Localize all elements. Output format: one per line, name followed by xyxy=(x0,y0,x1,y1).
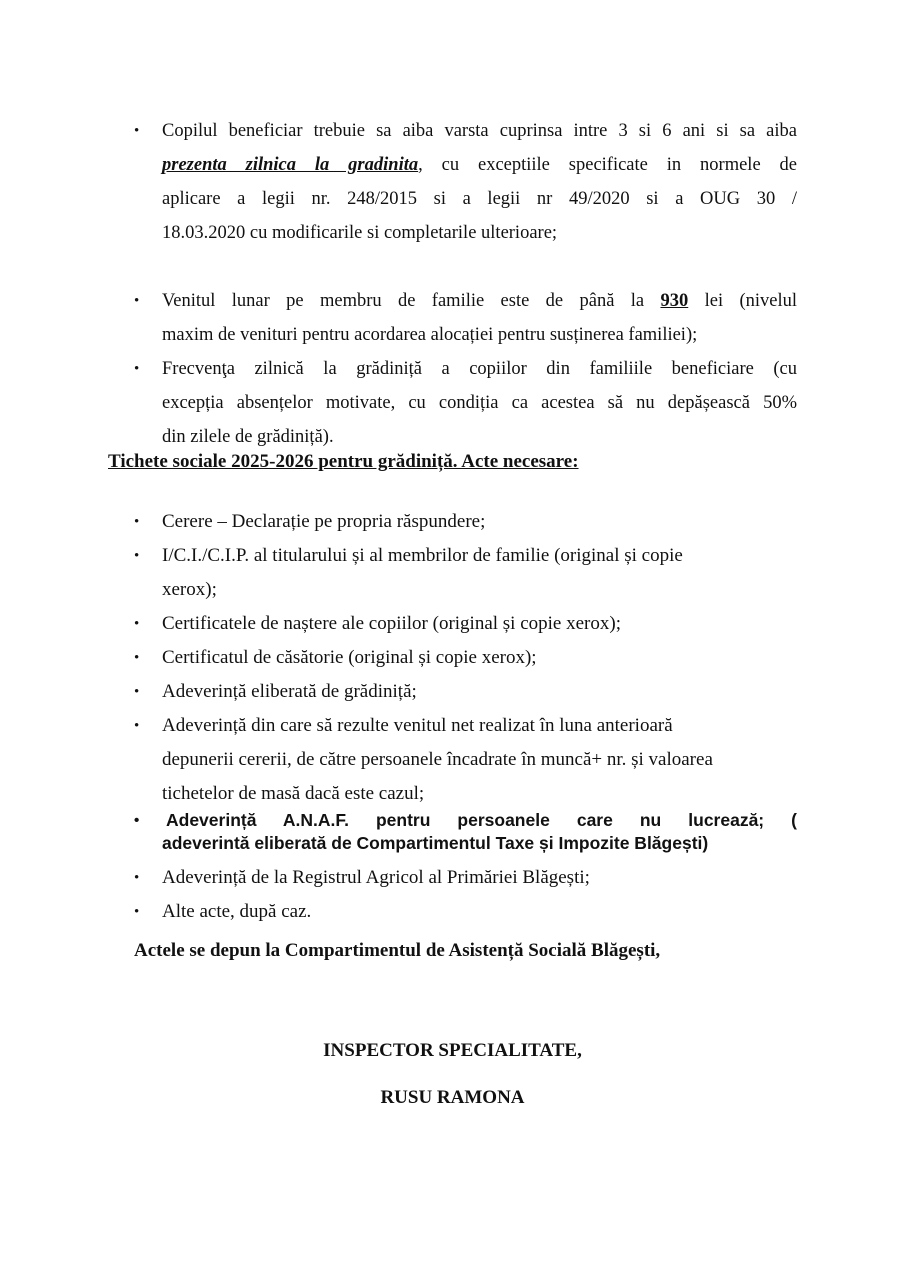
document-text: • Certificatele de naștere ale copiilor (original și copie xerox); xyxy=(162,613,621,634)
document-text: tichetelor de masă dacă este cazul; xyxy=(162,783,425,804)
document-item-kindergarten-certificate xyxy=(0,675,905,709)
document-text: • Adeverință de la Registrul Agricol al Primăriei Blăgești; xyxy=(162,867,590,888)
document-text: • Alte acte, după caz. xyxy=(162,901,312,922)
document-text: • Cerere – Declarație pe propria răspundere; xyxy=(162,511,486,532)
documents-list xyxy=(0,505,905,929)
document-text: • Adeverință eliberată de grădiniță; xyxy=(162,681,417,702)
document-item-other xyxy=(0,895,905,929)
document-item-birth-certificates xyxy=(0,607,905,641)
income-text: Venitul lunar pe membru de familie este de până la xyxy=(162,291,661,311)
document-item-marriage-certificate xyxy=(0,641,905,675)
condition-item-attendance xyxy=(0,352,905,454)
signatory-title: INSPECTOR SPECIALITATE, xyxy=(323,1040,582,1061)
document-item-income-certificate xyxy=(0,709,905,811)
condition-attendance-line: din zilele de grădiniță). xyxy=(162,427,334,447)
condition-age-line: aplicare a legii nr. 248/2015 si a legii nr 49/2020 si a OUG 30 / xyxy=(162,189,797,209)
condition-item-age xyxy=(0,114,905,284)
document-text: • Certificatul de căsătorie (original și copie xerox); xyxy=(162,647,537,668)
condition-item-income xyxy=(0,284,905,352)
document-text: • I/C.I./C.I.P. al titularului și al membrilor de familie (original și copie xyxy=(162,545,683,566)
document-text: xerox); xyxy=(162,579,217,600)
attendance-emphasis: prezenta zilnica la gradinita xyxy=(162,155,419,175)
document-text: depunerii cererii, de către persoanele încadrate în muncă+ nr. și valoarea xyxy=(162,749,713,770)
document-item-agricultural-register xyxy=(0,861,905,895)
section-heading: Tichete sociale 2025-2026 pentru grădiniță. Acte necesare: xyxy=(108,451,579,472)
condition-age-line: • Copilul beneficiar trebuie sa aiba varsta cuprinsa intre 3 si 6 ani si sa aiba xyxy=(162,121,797,141)
income-amount: 930 xyxy=(660,291,689,311)
document-text: • Adeverință din care să rezulte venitul net realizat în luna anterioară xyxy=(162,715,673,736)
document-item-anaf-certificate xyxy=(0,809,905,859)
condition-income-line: maxim de venituri pentru acordarea alocației pentru susținerea familiei); xyxy=(162,325,698,345)
document-item-request xyxy=(0,505,905,539)
document-item-id xyxy=(0,539,905,607)
document-text: • Adeverință A.N.A.F. pentru persoanele care nu lucrează; ( xyxy=(166,810,797,830)
signatory-name: RUSU RAMONA xyxy=(380,1087,525,1108)
income-text: lei (nivelul xyxy=(688,291,797,311)
condition-attendance-line: excepția absențelor motivate, cu condiția ca acestea să nu depășească 50% xyxy=(162,393,797,413)
condition-age-line xyxy=(162,148,797,182)
condition-income-line xyxy=(162,284,797,318)
condition-attendance-line: • Frecvenţa zilnică la grădiniță a copiilor din familiile beneficiare (cu xyxy=(162,359,797,379)
condition-age-text: , cu exceptiile specificate in normele de xyxy=(418,155,798,175)
submission-note: Actele se depun la Compartimentul de Asistență Socială Blăgești, xyxy=(134,940,661,961)
conditions-list xyxy=(0,114,905,454)
condition-age-line: 18.03.2020 cu modificarile si completarile ulterioare; xyxy=(162,223,558,243)
document-text: adeverintă eliberată de Compartimentul Taxe și Impozite Blăgești) xyxy=(162,833,709,853)
